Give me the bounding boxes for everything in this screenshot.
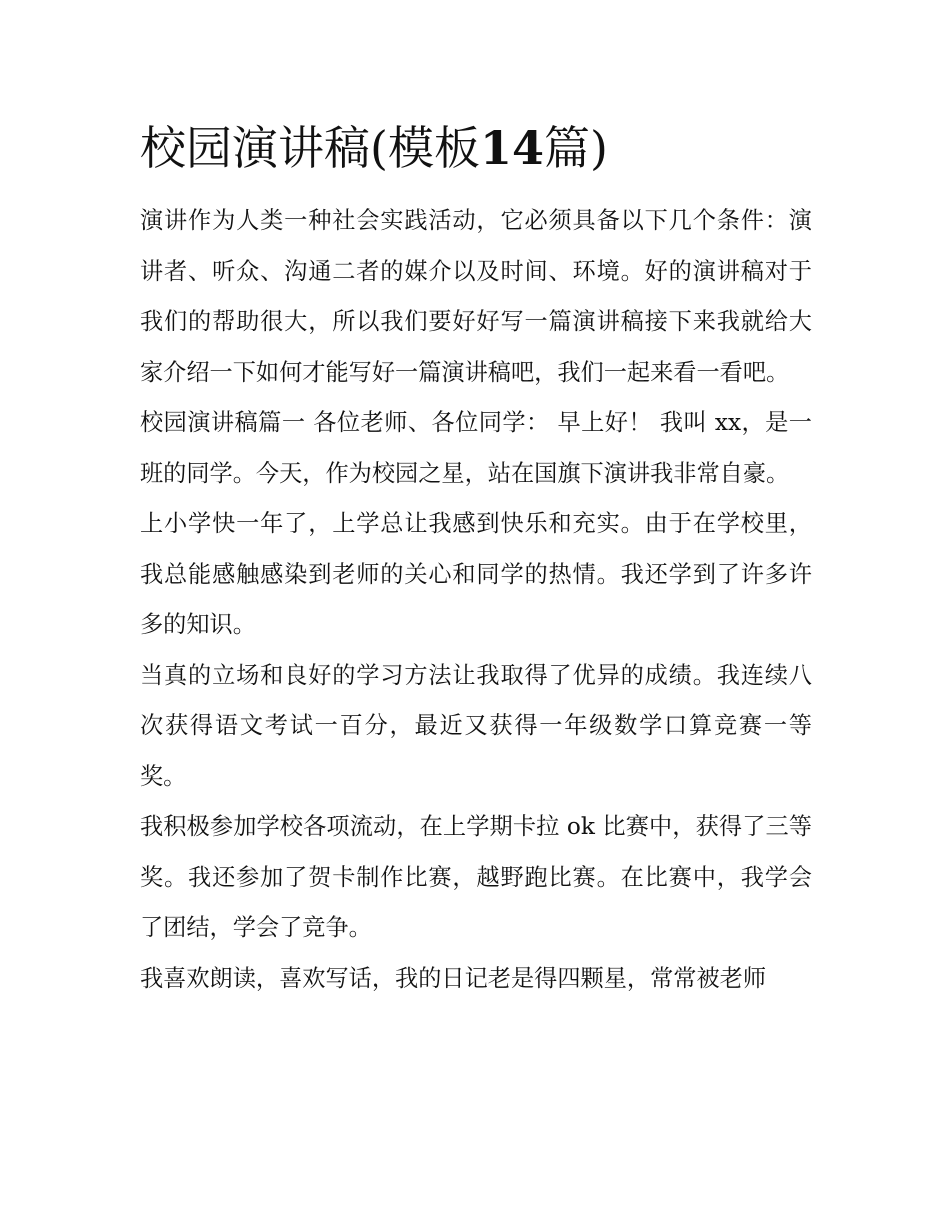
document-body: [140, 118, 812, 1004]
title-number: 14: [479, 121, 544, 175]
title-suffix: 篇): [543, 121, 608, 175]
paragraph-school-life: 上小学快一年了，上学总让我感到快乐和充实。由于在学校里，我总能感触感染到老师的关心和同学的热情。我还学到了许多许多的知识。: [140, 510, 812, 638]
title-prefix: 校园演讲稿(模板: [140, 121, 480, 175]
paragraph-achievements: 当真的立场和良好的学习方法让我取得了优异的成绩。我连续八次获得语文考试一百分，最近又获得一年级数学口算竞赛一等奖。: [140, 661, 812, 790]
document-title: [140, 118, 812, 178]
paragraph-intro: 演讲作为人类一种社会实践活动，它必须具备以下几个条件：演讲者、听众、沟通二者的媒介以及时间、环境。好的演讲稿对于我们的帮助很大，所以我们要好好写一篇演讲稿接下来我就给大家介绍一下如何才能写好一篇演讲稿吧，我们一起来看一看吧。: [140, 207, 812, 386]
paragraph-activities: 我积极参加学校各项流动，在上学期卡拉 ok 比赛中，获得了三等奖。我还参加了贺卡制作比赛，越野跑比赛。在比赛中，我学会了团结，学会了竞争。: [140, 813, 812, 941]
paragraph-speech-opening: 校园演讲稿篇一 各位老师、各位同学： 早上好！ 我叫 xx，是一班的同学。今天，作为校园之星，站在国旗下演讲我非常自豪。: [140, 409, 812, 487]
paragraph-reading: 我喜欢朗读，喜欢写话，我的日记老是得四颗星，常常被老师: [140, 964, 767, 992]
